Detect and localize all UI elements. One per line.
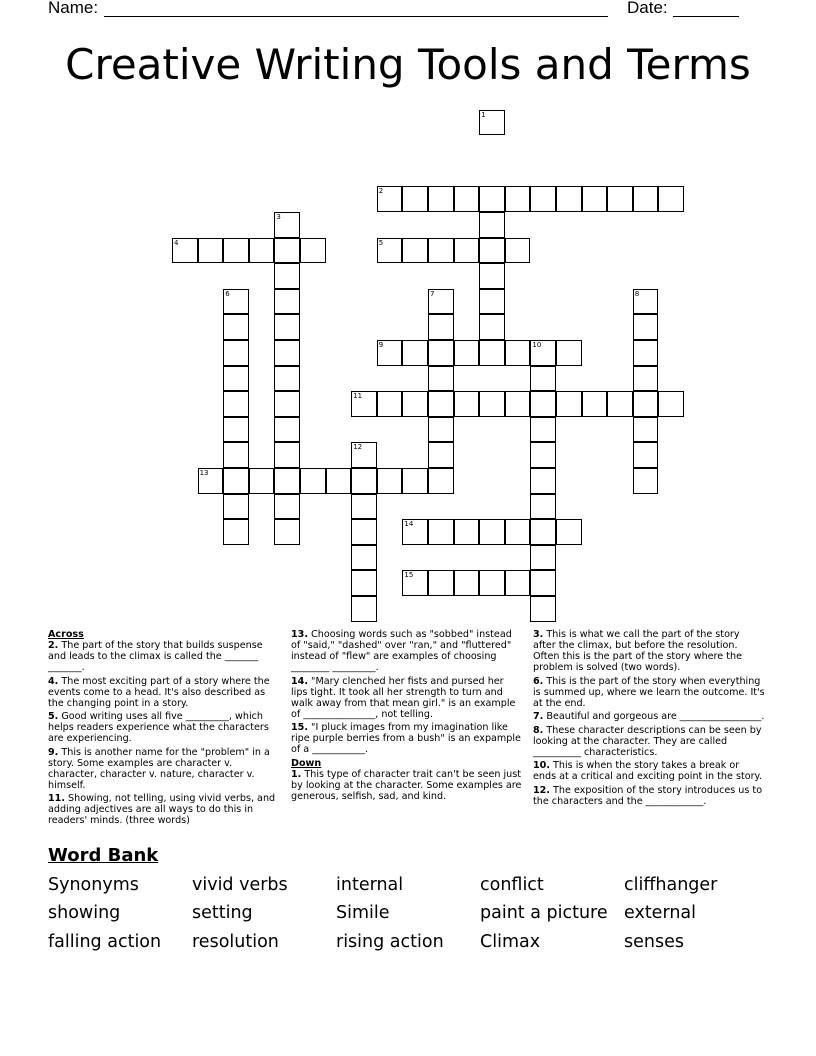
- grid-cell[interactable]: [249, 468, 275, 494]
- grid-cell[interactable]: [505, 519, 531, 545]
- grid-cell[interactable]: [351, 468, 377, 494]
- down-heading: Down: [291, 757, 322, 769]
- word-bank-word: conflict: [480, 875, 544, 895]
- clue-item: [533, 711, 765, 722]
- clue-number: 15.: [291, 722, 308, 733]
- grid-cell[interactable]: [479, 519, 505, 545]
- grid-cell[interactable]: [454, 340, 480, 366]
- grid-cell[interactable]: [428, 238, 454, 264]
- clue-item: [48, 711, 280, 744]
- grid-cell[interactable]: [479, 289, 505, 315]
- grid-cell[interactable]: [223, 314, 249, 340]
- grid-cell[interactable]: [377, 340, 403, 366]
- grid-cell[interactable]: [530, 494, 556, 520]
- clue-text: This is when the story takes a break or ends at a critical and exciting point in the story.: [533, 760, 762, 782]
- grid-cell[interactable]: [274, 468, 300, 494]
- clue-number: 12.: [533, 784, 550, 796]
- grid-cell[interactable]: [428, 417, 454, 443]
- grid-cell[interactable]: [505, 391, 531, 417]
- grid-cell[interactable]: [377, 468, 403, 494]
- clue-number: 4: [174, 238, 179, 247]
- grid-cell[interactable]: [607, 391, 633, 417]
- grid-cell[interactable]: [607, 186, 633, 212]
- grid-cell[interactable]: [402, 186, 428, 212]
- word-bank-word: setting: [192, 903, 253, 923]
- word-bank-word: vivid verbs: [192, 875, 288, 895]
- across-heading: Across: [48, 629, 84, 640]
- clue-number: 8.: [533, 724, 544, 736]
- grid-cell[interactable]: [658, 186, 684, 212]
- grid-cell[interactable]: [223, 519, 249, 545]
- grid-cell[interactable]: [249, 238, 275, 264]
- grid-cell[interactable]: [223, 494, 249, 520]
- grid-cell[interactable]: [274, 263, 300, 289]
- grid-cell[interactable]: [428, 391, 454, 417]
- grid-cell[interactable]: [505, 570, 531, 596]
- clue-number: 10: [532, 341, 542, 349]
- grid-cell[interactable]: [530, 468, 556, 494]
- grid-cell[interactable]: [658, 391, 684, 417]
- grid-cell[interactable]: [351, 391, 377, 417]
- grid-cell[interactable]: [351, 545, 377, 571]
- clue-item: [48, 640, 280, 673]
- word-bank-word: showing: [48, 903, 121, 923]
- clue-number: 10.: [533, 760, 550, 771]
- grid-cell[interactable]: [402, 238, 428, 264]
- clue-number: 7: [430, 289, 435, 298]
- grid-cell[interactable]: [633, 391, 659, 417]
- grid-cell[interactable]: [274, 442, 300, 468]
- grid-cell[interactable]: [633, 442, 659, 468]
- clue-text: This type of character trait can't be seen just by looking at the character. Some examples are generous, selfish, sad, and kind.: [291, 768, 522, 802]
- grid-cell[interactable]: [428, 519, 454, 545]
- word-bank-word: internal: [336, 875, 404, 895]
- clue-number: 1: [481, 110, 486, 119]
- grid-cell[interactable]: [530, 366, 556, 392]
- grid-cell[interactable]: [172, 238, 198, 264]
- grid-cell[interactable]: [223, 366, 249, 392]
- clues-column-3: [533, 629, 765, 809]
- word-bank-word: falling action: [48, 932, 162, 952]
- word-bank-word: Climax: [480, 932, 541, 952]
- clue-text: Showing, not telling, using vivid verbs, and adding adjectives are all ways to do this in readers' minds. (three words): [48, 793, 276, 826]
- clue-number: 3.: [533, 629, 544, 640]
- grid-cell[interactable]: [274, 391, 300, 417]
- clue-text: Choosing words such as "sobbed" instead of "said," "dashed" over "ran," and "fluttered" instead of "flew" are examples of choosing ________ _________.: [291, 629, 512, 673]
- word-bank-word: Simile: [336, 903, 390, 923]
- clue-number: 6.: [533, 675, 544, 687]
- grid-cell[interactable]: [428, 186, 454, 212]
- clue-number: 5: [378, 238, 384, 247]
- grid-cell[interactable]: [479, 212, 505, 238]
- date-label: Date:: [627, 0, 668, 17]
- grid-cell[interactable]: [479, 110, 505, 136]
- clue-item: [48, 676, 280, 709]
- grid-cell[interactable]: [377, 238, 403, 264]
- grid-cell[interactable]: [351, 442, 377, 468]
- down-clue-list-continued: [533, 629, 765, 807]
- grid-cell[interactable]: [530, 545, 556, 571]
- grid-cell[interactable]: [198, 238, 224, 264]
- grid-cell[interactable]: [556, 391, 582, 417]
- grid-cell[interactable]: [479, 391, 505, 417]
- clue-number: 8: [634, 289, 640, 298]
- name-label: Name:: [48, 0, 99, 17]
- grid-cell[interactable]: [402, 340, 428, 366]
- clue-number: 4.: [48, 675, 59, 687]
- grid-cell[interactable]: [377, 391, 403, 417]
- grid-cell[interactable]: [351, 596, 377, 622]
- clue-number: 12: [353, 443, 363, 452]
- grid-cell[interactable]: [530, 391, 556, 417]
- grid-cell[interactable]: [633, 186, 659, 212]
- grid-cell[interactable]: [582, 391, 608, 417]
- word-bank-word: rising action: [336, 932, 444, 952]
- clue-number: 6: [225, 289, 230, 298]
- grid-cell[interactable]: [582, 186, 608, 212]
- grid-cell[interactable]: [454, 238, 480, 264]
- grid-cell[interactable]: [556, 519, 582, 545]
- clue-text: The part of the story that builds suspense and leads to the climax is called the _______ _______.: [48, 640, 263, 673]
- grid-cell[interactable]: [505, 340, 531, 366]
- grid-cell[interactable]: [633, 366, 659, 392]
- clue-text: These character descriptions can be seen by looking at the character. They are called __________ characteristics.: [533, 724, 762, 758]
- grid-cell[interactable]: [223, 417, 249, 443]
- clue-item: [291, 676, 523, 720]
- grid-cell[interactable]: [274, 314, 300, 340]
- grid-cell[interactable]: [402, 570, 428, 596]
- grid-cell[interactable]: [300, 468, 326, 494]
- clue-item: [533, 785, 765, 807]
- grid-cell[interactable]: [274, 238, 300, 264]
- word-bank-word: resolution: [192, 932, 279, 952]
- across-clue-list: [48, 640, 280, 826]
- grid-cell[interactable]: [274, 289, 300, 315]
- grid-cell[interactable]: [505, 186, 531, 212]
- word-bank-word: senses: [624, 932, 684, 952]
- grid-cell[interactable]: [530, 186, 556, 212]
- across-clue-list-continued: [291, 629, 523, 755]
- grid-cell[interactable]: [556, 340, 582, 366]
- clue-text: This is the part of the story when everything is summed up, where we learn the outcome. It's at the end.: [533, 675, 765, 709]
- grid-cell[interactable]: [274, 417, 300, 443]
- clue-item: [48, 793, 280, 826]
- grid-cell[interactable]: [223, 340, 249, 366]
- clue-text: "Mary clenched her fists and pursed her lips tight. It took all her strength to turn and walk away from that mean girl." is an example of _______________, not telling.: [291, 675, 516, 720]
- clue-number: 11.: [48, 793, 65, 804]
- clue-text: The exposition of the story introduces us to the characters and the ____________.: [533, 784, 763, 807]
- grid-cell[interactable]: [274, 340, 300, 366]
- grid-cell[interactable]: [223, 391, 249, 417]
- grid-cell[interactable]: [351, 519, 377, 545]
- clue-item: [533, 676, 765, 709]
- clue-text: This is another name for the "problem" in a story. Some examples are character v. character, character v. nature, character v. himself.: [48, 746, 270, 791]
- clue-number: 5.: [48, 711, 59, 722]
- grid-cell[interactable]: [633, 314, 659, 340]
- grid-cell[interactable]: [530, 417, 556, 443]
- clue-text: The most exciting part of a story where the events come to a head. It's also described as the changing point in a story.: [48, 675, 270, 709]
- grid-cell[interactable]: [274, 212, 300, 238]
- clue-text: Good writing uses all five _________, which helps readers experience what the characters are experiencing.: [48, 711, 269, 744]
- grid-cell[interactable]: [505, 238, 531, 264]
- grid-cell[interactable]: [454, 519, 480, 545]
- clue-number: 3: [276, 213, 281, 221]
- grid-cell[interactable]: [326, 468, 352, 494]
- grid-cell[interactable]: [223, 238, 249, 264]
- clue-number: 1.: [291, 768, 302, 780]
- clue-text: Beautiful and gorgeous are _________________.: [543, 711, 765, 722]
- grid-cell[interactable]: [351, 494, 377, 520]
- grid-cell[interactable]: [479, 263, 505, 289]
- grid-cell[interactable]: [428, 340, 454, 366]
- clue-text: This is what we call the part of the story after the climax, but before the resolution. Often this is the part of the story where the problem is solved (two words).: [533, 629, 742, 673]
- grid-cell[interactable]: [556, 186, 582, 212]
- grid-cell[interactable]: [633, 417, 659, 443]
- grid-cell[interactable]: [223, 289, 249, 315]
- clue-number: 9.: [48, 746, 59, 758]
- grid-cell[interactable]: [402, 468, 428, 494]
- grid-cell[interactable]: [274, 366, 300, 392]
- clue-item: [291, 769, 523, 802]
- grid-cell[interactable]: [530, 442, 556, 468]
- clue-text: "I pluck images from my imagination like ripe purple berries from a bush" is an expample of a ___________.: [291, 722, 521, 755]
- grid-cell[interactable]: [428, 442, 454, 468]
- grid-cell[interactable]: [633, 289, 659, 315]
- clue-number: 9: [378, 341, 384, 349]
- grid-cell[interactable]: [300, 238, 326, 264]
- grid-cell[interactable]: [530, 340, 556, 366]
- clue-number: 7.: [533, 711, 544, 722]
- grid-cell[interactable]: [428, 289, 454, 315]
- clue-number: 2.: [48, 640, 59, 651]
- clue-item: [291, 722, 523, 755]
- grid-cell[interactable]: [274, 519, 300, 545]
- word-bank-word: cliffhanger: [624, 875, 718, 895]
- page-title: Creative Writing Tools and Terms: [65, 40, 751, 89]
- clue-item: [533, 725, 765, 758]
- grid-cell[interactable]: [402, 391, 428, 417]
- word-bank-word: paint a picture: [480, 903, 608, 923]
- grid-cell[interactable]: [454, 186, 480, 212]
- grid-cell[interactable]: [530, 570, 556, 596]
- clue-item: [48, 747, 280, 791]
- clue-number: 15: [404, 571, 414, 580]
- clue-item: [533, 629, 765, 673]
- grid-cell[interactable]: [351, 570, 377, 596]
- clue-item: [533, 760, 765, 782]
- grid-cell[interactable]: [479, 314, 505, 340]
- grid-cell[interactable]: [479, 570, 505, 596]
- clue-number: 14: [404, 520, 414, 529]
- grid-cell[interactable]: [479, 186, 505, 212]
- clue-number: 13.: [291, 629, 308, 640]
- grid-cell[interactable]: [454, 570, 480, 596]
- grid-cell[interactable]: [633, 468, 659, 494]
- grid-cell[interactable]: [428, 366, 454, 392]
- clue-number: 2: [378, 187, 384, 196]
- clue-number: 11: [353, 392, 363, 401]
- grid-cell[interactable]: [633, 340, 659, 366]
- grid-cell[interactable]: [198, 468, 224, 494]
- word-bank-word: Synonyms: [48, 875, 139, 895]
- grid-cell[interactable]: [274, 494, 300, 520]
- clue-number: 14.: [291, 675, 308, 687]
- grid-cell[interactable]: [377, 186, 403, 212]
- grid-cell[interactable]: [479, 238, 505, 264]
- grid-cell[interactable]: [428, 468, 454, 494]
- clues-column-2: [291, 629, 523, 804]
- grid-cell[interactable]: [223, 442, 249, 468]
- grid-cell[interactable]: [428, 570, 454, 596]
- grid-cell[interactable]: [402, 519, 428, 545]
- word-bank-word: external: [624, 903, 697, 923]
- grid-cell[interactable]: [454, 391, 480, 417]
- grid-cell[interactable]: [223, 468, 249, 494]
- clue-number: 13: [199, 469, 209, 477]
- clues-column-1: [48, 629, 280, 829]
- grid-cell[interactable]: [428, 314, 454, 340]
- grid-cell[interactable]: [479, 340, 505, 366]
- clue-item: [291, 629, 523, 673]
- grid-cell[interactable]: [530, 596, 556, 622]
- word-bank-title: Word Bank: [48, 845, 159, 866]
- down-clue-list: [291, 769, 523, 802]
- grid-cell[interactable]: [530, 519, 556, 545]
